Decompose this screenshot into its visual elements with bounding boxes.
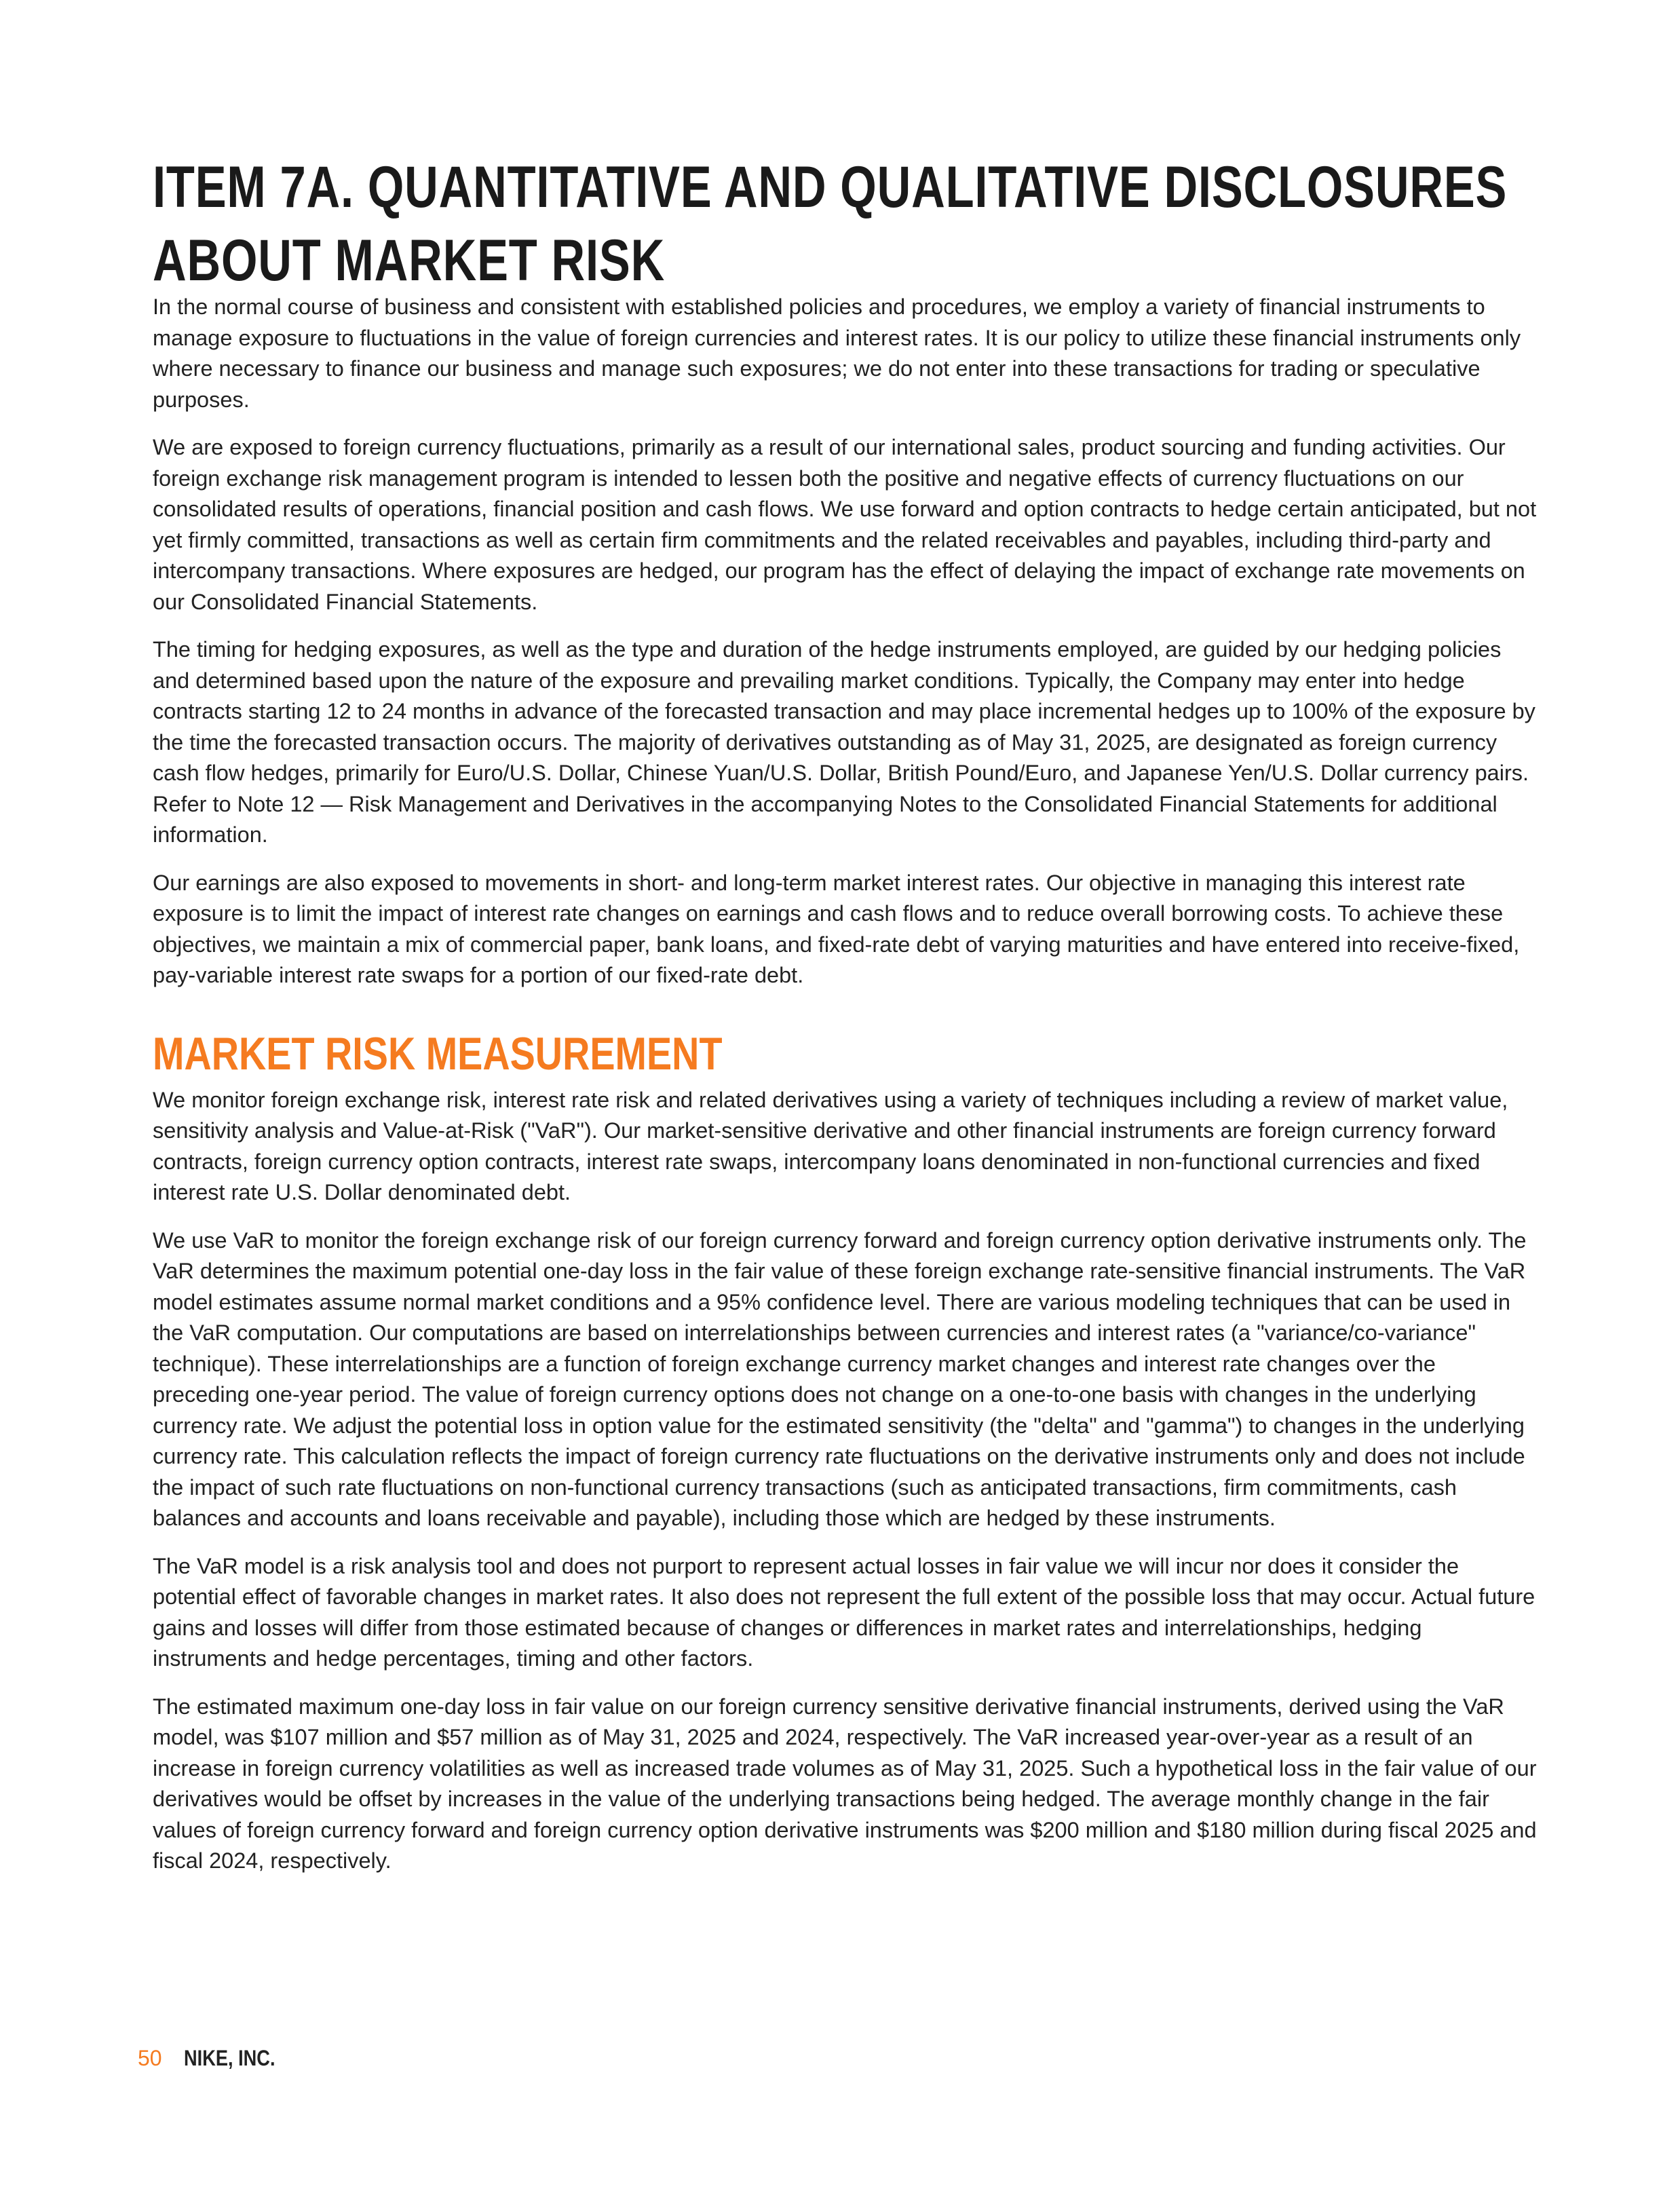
section-paragraph-3: The VaR model is a risk analysis tool and does not purport to represent actual losses in fair value we will incur nor does it consider the potential effect of favorable changes in market rates. It also does not represent the full extent of the possible loss that may occur. Actual future gains and losses will differ from those estimated because of changes or differences in market rates and interrelationships, hedging instruments and hedge percentages, timing and other factors. [153,1553,1535,1671]
intro-paragraph-4: Our earnings are also exposed to movements in short- and long-term market interest rates. Our objective in managing this interest rate exposure is to limit the impact of interest rate changes on earnings and cash flows and to reduce overall borrowing costs. To achieve these objectives, we maintain a mix of commercial paper, bank loans, and fixed-rate debt of varying maturities and have entered into receive-fixed, pay-variable interest rate swaps for a portion of our fixed-rate debt. [153,870,1520,987]
page-title-line-1: ITEM 7A. QUANTITATIVE AND QUALITATIVE DISCLOSURES [153,155,1508,220]
company-name: NIKE, INC. [183,2046,275,2070]
intro-paragraph-2: We are exposed to foreign currency fluctuations, primarily as a result of our international sales, product sourcing and funding activities. Our foreign exchange risk management program is intended to lessen both the positive and negative effects of currency fluctuations on our consolidated results of operations, financial position and cash flows. We use forward and option contracts to hedge certain anticipated, but not yet firmly committed, transactions as well as certain firm commitments and the related receivables and payables, including third-party and intercompany transactions. Where exposures are hedged, our program has the effect of delaying the impact of exchange rate movements on our Consolidated Financial Statements. [153,435,1537,614]
section-paragraph-1: We monitor foreign exchange risk, interest rate risk and related derivatives using a variety of techniques including a review of market value, sensitivity analysis and Value-at-Risk ("VaR"). Our market-sensitive derivative and other financial instruments are foreign currency forward contracts, foreign currency option contracts, interest rate swaps, intercompany loans denominated in non-functional currencies and fixed interest rate U.S. Dollar denominated debt. [153,1087,1508,1204]
page-footer [138,2044,291,2072]
page-title [153,151,1542,297]
section-heading-market-risk: MARKET RISK MEASUREMENT [153,1027,723,1080]
page-title-line-2: ABOUT MARKET RISK [153,228,666,293]
section-paragraph-4: The estimated maximum one-day loss in fair value on our foreign currency sensitive derivative financial instruments, derived using the VaR model, was $107 million and $57 million as of May 31, 2025 and 2024, respectively. The VaR increased year-over-year as a result of an increase in foreign currency volatilities as well as increased trade volumes as of May 31, 2025. Such a hypothetical loss in the fair value of our derivatives would be offset by increases in the value of the underlying transactions being hedged. The average monthly change in the fair values of foreign currency forward and foreign currency option derivative instruments was $200 million and $180 million during fiscal 2025 and fiscal 2024, respectively. [153,1694,1537,1873]
section-paragraph-2: We use VaR to monitor the foreign exchange risk of our foreign currency forward and foreign currency option derivative instruments only. The VaR determines the maximum potential one-day loss in the fair value of these foreign exchange rate-sensitive financial instruments. The VaR model estimates assume normal market conditions and a 95% confidence level. There are various modeling techniques that can be used in the VaR computation. Our computations are based on interrelationships between currencies and interest rates (a "variance/co-variance" technique). These interrelationships are a function of foreign exchange currency market changes and interest rate changes over the preceding one-year period. The value of foreign currency options does not change on a one-to-one basis with changes in the underlying currency rate. We adjust the potential loss in option value for the estimated sensitivity (the "delta" and "gamma") to changes in the underlying currency rate. This calculation reflects the impact of foreign currency rate fluctuations on the derivative instruments only and does not include the impact of such rate fluctuations on non-functional currency transactions (such as anticipated transactions, firm commitments, cash balances and accounts and loans receivable and payable), including those which are hedged by these instruments. [153,1227,1527,1530]
intro-paragraph-1: In the normal course of business and consistent with established policies and procedures, we employ a variety of financial instruments to manage exposure to fluctuations in the value of foreign currencies and interest rates. It is our policy to utilize these financial instruments only where necessary to finance our business and manage such exposures; we do not enter into these transactions for trading or speculative purposes. [153,294,1521,412]
page-content [153,151,1537,1894]
page-number: 50 [138,2046,162,2070]
intro-paragraph-3: The timing for hedging exposures, as well as the type and duration of the hedge instruments employed, are guided by our hedging policies and determined based upon the nature of the exposure and prevailing market conditions. Typically, the Company may enter into hedge contracts starting 12 to 24 months in advance of the forecasted transaction and may place incremental hedges up to 100% of the exposure by the time the forecasted transaction occurs. The majority of derivatives outstanding as of May 31, 2025, are designated as foreign currency cash flow hedges, primarily for Euro/U.S. Dollar, Chinese Yuan/U.S. Dollar, British Pound/Euro, and Japanese Yen/U.S. Dollar currency pairs. Refer to Note 12 — Risk Management and Derivatives in the accompanying Notes to the Consolidated Financial Statements for additional information. [153,637,1535,847]
